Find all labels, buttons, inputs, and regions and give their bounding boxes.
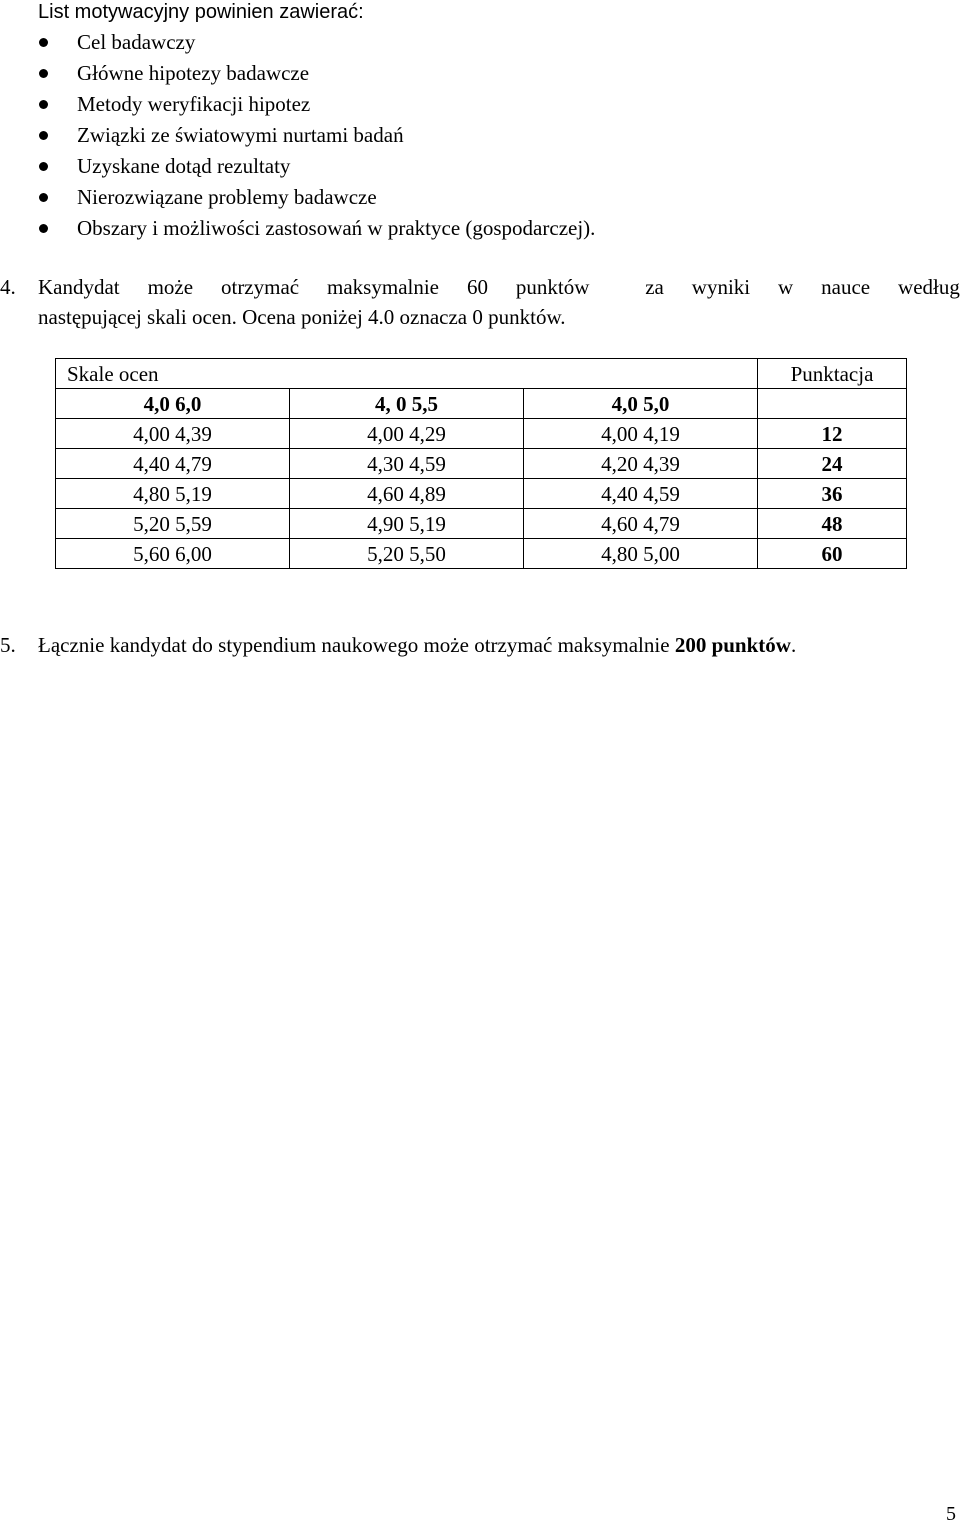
section-5-end: .	[790, 633, 797, 657]
table-cell: 4,00 4,39	[56, 419, 290, 449]
points-blank	[758, 389, 907, 419]
list-item-text: Metody weryfikacji hipotez	[77, 92, 311, 116]
word: w	[778, 275, 794, 299]
table-cell: 4,20 4,39	[524, 449, 758, 479]
table-cell: 5,60 6,00	[56, 539, 290, 569]
header-points: Punktacja	[758, 359, 907, 389]
table-cell: 4,00 4,29	[290, 419, 524, 449]
points-cell: 60	[758, 539, 907, 569]
bullet-icon	[39, 69, 48, 78]
list-intro: List motywacyjny powinien zawierać:	[38, 1, 364, 23]
table-cell: 4,60 4,79	[524, 509, 758, 539]
section-5-text	[38, 630, 796, 660]
table-row	[56, 539, 907, 569]
word: punktów	[515, 275, 590, 299]
word: otrzymać	[220, 275, 300, 299]
scale-label: 4,0 6,0	[56, 389, 290, 419]
table-cell: 4,90 5,19	[290, 509, 524, 539]
word: Kandydat	[38, 275, 120, 299]
table-row	[56, 419, 907, 449]
bullet-icon	[39, 162, 48, 171]
word: 60	[466, 275, 488, 299]
word: nauce	[821, 275, 871, 299]
table-row	[56, 479, 907, 509]
word: maksymalnie	[327, 275, 440, 299]
scale-label: 4, 0 5,5	[290, 389, 524, 419]
table-cell: 4,80 5,00	[524, 539, 758, 569]
bullet-icon	[39, 38, 48, 47]
word: wyniki	[691, 275, 751, 299]
scale-label: 4,0 5,0	[524, 389, 758, 419]
table-cell: 4,40 4,59	[524, 479, 758, 509]
bullet-icon	[39, 131, 48, 140]
table-row	[56, 509, 907, 539]
page-number: 5	[946, 1503, 956, 1525]
table-cell: 5,20 5,59	[56, 509, 290, 539]
table-cell: 4,40 4,79	[56, 449, 290, 479]
header-blank	[290, 359, 524, 389]
header-scales: Skale ocen	[56, 359, 290, 389]
points-cell: 24	[758, 449, 907, 479]
section-4-line-1	[38, 272, 960, 302]
section-5-body: Łącznie kandydat do stypendium naukowego może otrzymać maksymalnie	[38, 633, 675, 657]
section-5-number: 5.	[0, 633, 16, 657]
table-row	[56, 449, 907, 479]
table-cell: 4,00 4,19	[524, 419, 758, 449]
table-cell: 4,30 4,59	[290, 449, 524, 479]
list-item-text: Związki ze światowymi nurtami badań	[77, 123, 404, 147]
word: według	[898, 275, 960, 299]
list-item-text: Nierozwiązane problemy badawcze	[77, 185, 377, 209]
list-item-text: Uzyskane dotąd rezultaty	[77, 154, 291, 178]
points-cell: 36	[758, 479, 907, 509]
word: za	[645, 275, 664, 299]
word: może	[147, 275, 194, 299]
bullet-icon	[39, 193, 48, 202]
bullet-icon	[39, 224, 48, 233]
section-5-bold: 200 punktów	[674, 633, 791, 657]
table-cell: 5,20 5,50	[290, 539, 524, 569]
points-cell: 12	[758, 419, 907, 449]
table-cell: 4,80 5,19	[56, 479, 290, 509]
list-item-text: Cel badawczy	[77, 30, 196, 54]
bullet-icon	[39, 100, 48, 109]
grade-scale-table	[55, 358, 907, 569]
points-cell: 48	[758, 509, 907, 539]
section-4-line-2: następującej skali ocen. Ocena poniżej 4.0 oznacza 0 punktów.	[38, 305, 566, 329]
section-4-number: 4.	[0, 275, 16, 299]
table-subheader-row	[56, 389, 907, 419]
table-cell: 4,60 4,89	[290, 479, 524, 509]
table-header-row	[56, 359, 907, 389]
list-item-text: Obszary i możliwości zastosowań w praktyce (gospodarczej).	[77, 216, 596, 240]
section-4-paragraph	[0, 272, 960, 332]
header-blank	[524, 359, 758, 389]
list-item-text: Główne hipotezy badawcze	[77, 61, 310, 85]
